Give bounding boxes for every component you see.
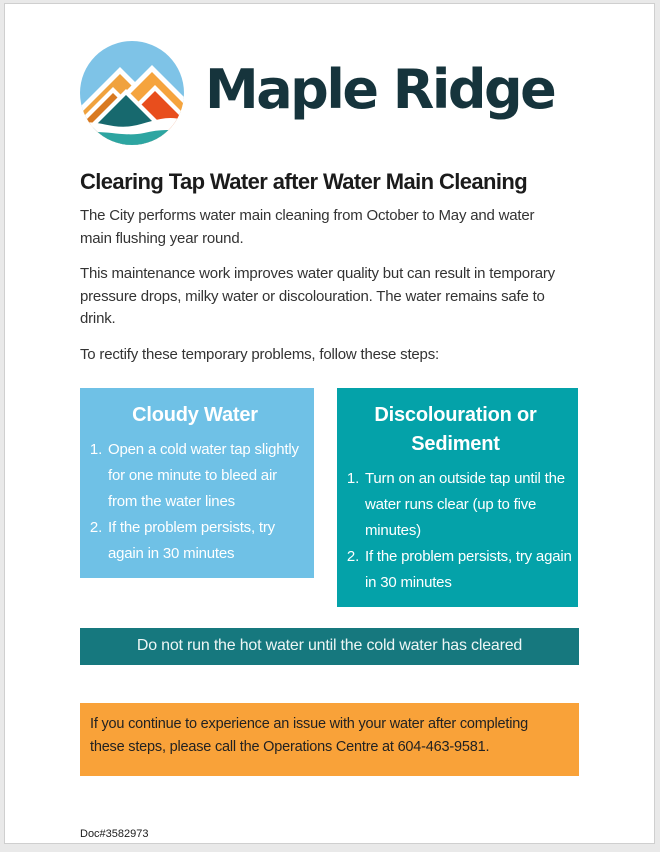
intro-paragraph-1: The City performs water main cleaning from October to May and water main flushing year round. [80,207,535,247]
discolouration-sediment-step: 1. Turn on an outside tap until the water runs clear (up to five minutes) [363,466,574,543]
flyer-page [4,3,655,844]
discolouration-sediment-step: 2. If the problem persists, try again in 30 minutes [363,544,574,596]
intro-paragraph-2: This maintenance work improves water quality but can result in temporary pressure drops, milky water or discolouration. The water remains safe to drink. [80,265,555,328]
step-cards-row [80,388,579,607]
doc-number: Doc#3582973 [80,828,149,841]
discolouration-sediment-card [337,388,578,607]
hot-water-warning-banner: Do not run the hot water until the cold water has cleared [80,628,579,665]
cloudy-water-card-title: Cloudy Water [132,404,258,427]
intro-paragraph-3: To rectify these temporary problems, follow these steps: [80,345,439,363]
city-logo [80,41,579,145]
cloudy-water-steps [80,437,310,566]
maple-ridge-mountains-logo-icon [80,41,184,145]
discolouration-sediment-card-title: Discolouration or Sediment [374,404,537,456]
cloudy-water-step: 1. Open a cold water tap slightly for one minute to bleed air from the water lines [106,437,310,514]
operations-centre-contact-notice: If you continue to experience an issue with your water after completing these steps, please call the Operations Centre at 604-463-9581. [80,703,579,776]
discolouration-sediment-steps [337,466,574,595]
page-title: Clearing Tap Water after Water Main Cleaning [80,169,528,194]
cloudy-water-card [80,388,314,578]
cloudy-water-step: 2. If the problem persists, try again in 30 minutes [106,515,310,567]
logo-wordmark: Maple Ridge [205,57,555,121]
